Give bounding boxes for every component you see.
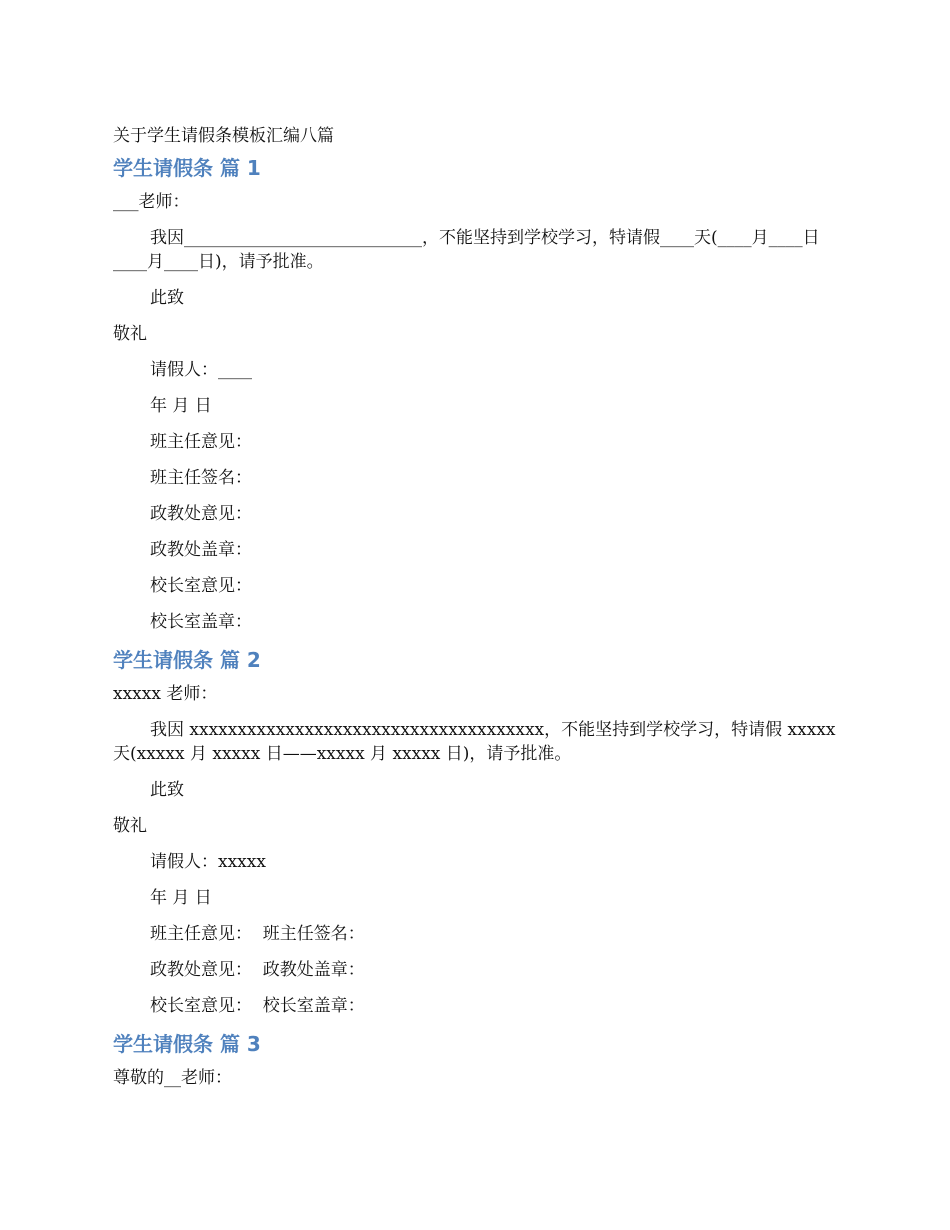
approval-line: 班主任签名： bbox=[150, 468, 252, 488]
approval-line: 政教处意见： bbox=[150, 504, 252, 524]
section-2 bbox=[113, 646, 843, 1018]
approval-line: 政教处意见： 政教处盖章： bbox=[150, 960, 365, 980]
body-paragraph: 我因____________________________，不能坚持到学校学习，特请假____天(____月____日____月____日)，请予批准。 bbox=[113, 228, 820, 272]
salutation: ___老师： bbox=[113, 192, 190, 212]
approval-line: 校长室意见： 校长室盖章： bbox=[150, 996, 365, 1016]
body-paragraph: 我因 xxxxxxxxxxxxxxxxxxxxxxxxxxxxxxxxxxxxx，不能坚持到学校学习，特请假 xxxxx 天(xxxxx 月 xxxxx 日——xxxxx 月 xxxxx 日)，请予批准。 bbox=[113, 720, 841, 764]
approval-line: 校长室盖章： bbox=[150, 612, 252, 632]
section-heading: 学生请假条 篇 3 bbox=[113, 1032, 261, 1056]
section-heading: 学生请假条 篇 1 bbox=[113, 156, 261, 180]
date-line: 年 月 日 bbox=[150, 888, 212, 908]
approval-line: 校长室意见： bbox=[150, 576, 252, 596]
closing-line: 此致 bbox=[150, 288, 184, 308]
approval-line: 班主任意见： bbox=[150, 432, 252, 452]
section-3 bbox=[113, 1030, 843, 1090]
date-line: 年 月 日 bbox=[150, 396, 212, 416]
closing-regards: 敬礼 bbox=[113, 324, 147, 344]
closing-regards: 敬礼 bbox=[113, 816, 147, 836]
salutation: 尊敬的__老师： bbox=[113, 1068, 232, 1088]
approval-line: 政教处盖章： bbox=[150, 540, 252, 560]
section-1 bbox=[113, 154, 843, 634]
closing-line: 此致 bbox=[150, 780, 184, 800]
section-heading: 学生请假条 篇 2 bbox=[113, 648, 261, 672]
approval-line: 班主任意见： 班主任签名： bbox=[150, 924, 365, 944]
salutation: xxxxx 老师： bbox=[113, 684, 218, 704]
applicant-line: 请假人：____ bbox=[150, 360, 252, 380]
applicant-line: 请假人：xxxxx bbox=[150, 852, 266, 872]
document-title: 关于学生请假条模板汇编八篇 bbox=[113, 126, 334, 146]
document-page bbox=[113, 124, 843, 1102]
